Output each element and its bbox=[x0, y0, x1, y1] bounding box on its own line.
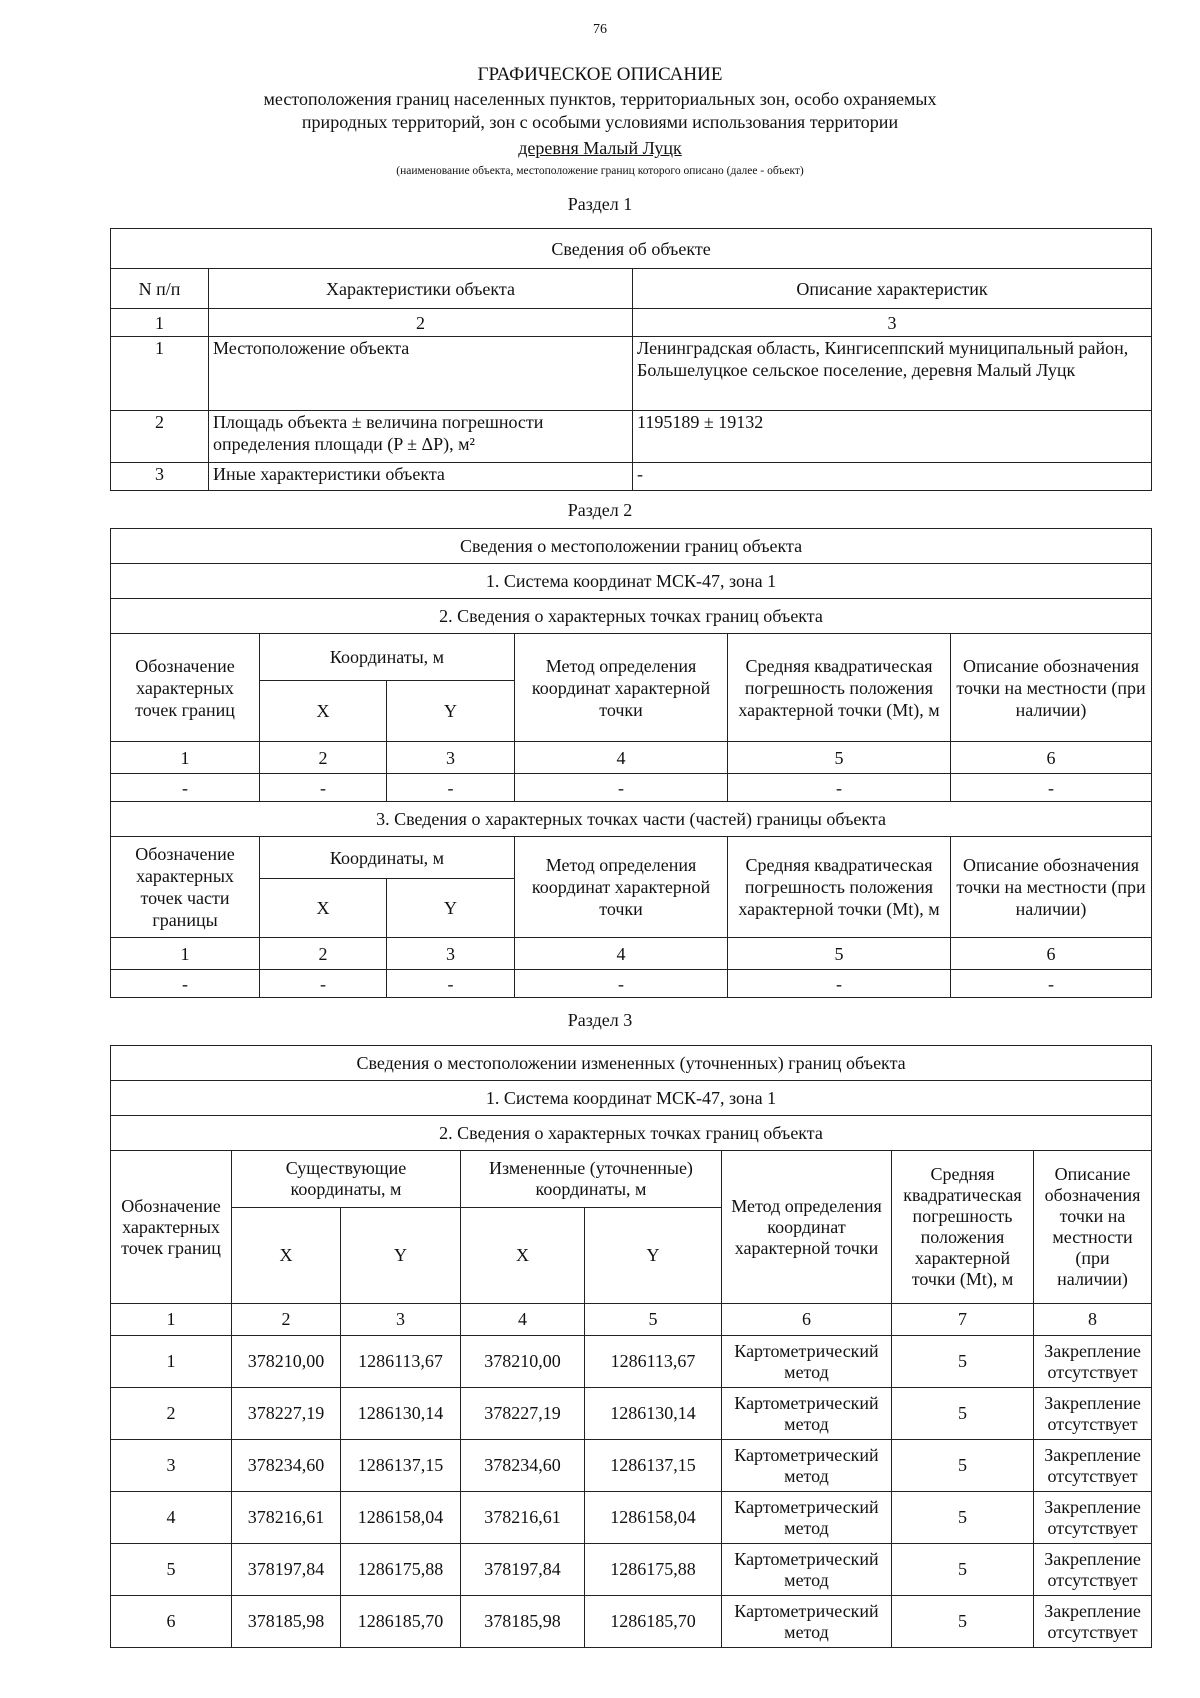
empty-cell: - bbox=[515, 970, 728, 998]
point-description: Закрепление отсутствует bbox=[1034, 1544, 1152, 1596]
changed-x: 378234,60 bbox=[461, 1440, 585, 1492]
col-header-designation: Обозначение характерных точек границ bbox=[111, 634, 260, 742]
accuracy: 5 bbox=[892, 1544, 1034, 1596]
col-header-accuracy: Средняя квадратическая погрешность положения характерной точки (Mt), м bbox=[728, 634, 951, 742]
row-characteristic: Местоположение объекта bbox=[209, 337, 633, 411]
col-header-x: X bbox=[260, 681, 387, 742]
point-description: Закрепление отсутствует bbox=[1034, 1492, 1152, 1544]
col-number: 2 bbox=[260, 742, 387, 774]
point-number: 2 bbox=[111, 1388, 232, 1440]
table-title-row bbox=[111, 229, 1152, 269]
col-number: 4 bbox=[515, 742, 728, 774]
existing-x: 378216,61 bbox=[232, 1492, 341, 1544]
row-number: 3 bbox=[111, 463, 209, 491]
point-number: 4 bbox=[111, 1492, 232, 1544]
col-header-method: Метод определения координат характерной точки bbox=[515, 634, 728, 742]
col-header-description: Описание обозначения точки на местности (при наличии) bbox=[951, 837, 1152, 938]
changed-x: 378216,61 bbox=[461, 1492, 585, 1544]
col-number: 3 bbox=[387, 742, 515, 774]
col-number-row bbox=[111, 309, 1152, 337]
table-row bbox=[111, 1440, 1152, 1492]
col-header-y: Y bbox=[387, 879, 515, 938]
existing-y: 1286130,14 bbox=[341, 1388, 461, 1440]
method: Картометрический метод bbox=[722, 1596, 892, 1648]
page-number: 76 bbox=[593, 22, 607, 37]
table-row bbox=[111, 463, 1152, 491]
coordinate-system: 1. Система координат МСК-47, зона 1 bbox=[111, 564, 1152, 599]
col-number: 8 bbox=[1034, 1304, 1152, 1336]
empty-cell: - bbox=[728, 970, 951, 998]
col-header-accuracy: Средняя квадратическая погрешность положения характерной точки (Mt), м bbox=[728, 837, 951, 938]
empty-cell: - bbox=[515, 774, 728, 802]
col-header-x: X bbox=[461, 1208, 585, 1304]
row-description: - bbox=[633, 463, 1152, 491]
col-number: 5 bbox=[728, 742, 951, 774]
table-title: Сведения о местоположении границ объекта bbox=[111, 529, 1152, 564]
col-header-coords: Координаты, м bbox=[260, 837, 515, 879]
header-row bbox=[111, 269, 1152, 309]
accuracy: 5 bbox=[892, 1596, 1034, 1648]
col-header: N п/п bbox=[111, 269, 209, 309]
empty-cell: - bbox=[111, 774, 260, 802]
col-number: 3 bbox=[341, 1304, 461, 1336]
row-characteristic: Площадь объекта ± величина погрешности определения площади (P ± ΔP), м² bbox=[209, 411, 633, 463]
empty-cell: - bbox=[387, 970, 515, 998]
col-number: 5 bbox=[585, 1304, 722, 1336]
section-1-table bbox=[110, 228, 1152, 491]
col-header-method: Метод определения координат характерной точки bbox=[722, 1151, 892, 1304]
changed-x: 378210,00 bbox=[461, 1336, 585, 1388]
table-row bbox=[111, 1388, 1152, 1440]
section-3-table bbox=[110, 1045, 1152, 1648]
accuracy: 5 bbox=[892, 1440, 1034, 1492]
existing-y: 1286137,15 bbox=[341, 1440, 461, 1492]
col-number: 2 bbox=[232, 1304, 341, 1336]
method: Картометрический метод bbox=[722, 1388, 892, 1440]
method: Картометрический метод bbox=[722, 1336, 892, 1388]
changed-y: 1286185,70 bbox=[585, 1596, 722, 1648]
subtitle-line-1: местоположения границ населенных пунктов, территориальных зон, особо охраняемых bbox=[263, 89, 937, 109]
existing-x: 378185,98 bbox=[232, 1596, 341, 1648]
existing-y: 1286175,88 bbox=[341, 1544, 461, 1596]
subtitle-line-2: природных территорий, зон с особыми условиями использования территории bbox=[301, 112, 899, 132]
table-title: Сведения об объекте bbox=[111, 229, 1152, 269]
accuracy: 5 bbox=[892, 1336, 1034, 1388]
point-number: 1 bbox=[111, 1336, 232, 1388]
col-number: 4 bbox=[515, 938, 728, 970]
col-number: 5 bbox=[728, 938, 951, 970]
table-row bbox=[111, 1596, 1152, 1648]
col-header-changed: Измененные (уточненные) координаты, м bbox=[461, 1151, 722, 1208]
col-number: 6 bbox=[951, 938, 1152, 970]
object-name-text: деревня Малый Луцк bbox=[518, 138, 682, 158]
point-description: Закрепление отсутствует bbox=[1034, 1596, 1152, 1648]
col-number: 1 bbox=[111, 309, 209, 337]
col-header-y: Y bbox=[585, 1208, 722, 1304]
col-number: 1 bbox=[111, 1304, 232, 1336]
col-header-designation: Обозначение характерных точек границ bbox=[111, 1151, 232, 1304]
point-description: Закрепление отсутствует bbox=[1034, 1388, 1152, 1440]
empty-cell: - bbox=[728, 774, 951, 802]
col-number: 6 bbox=[722, 1304, 892, 1336]
point-number: 3 bbox=[111, 1440, 232, 1492]
document-title: ГРАФИЧЕСКОЕ ОПИСАНИЕ bbox=[477, 64, 723, 85]
method: Картометрический метод bbox=[722, 1492, 892, 1544]
method: Картометрический метод bbox=[722, 1544, 892, 1596]
table-row bbox=[111, 1336, 1152, 1388]
coordinate-system: 1. Система координат МСК-47, зона 1 bbox=[111, 1081, 1152, 1116]
col-header-x: X bbox=[260, 879, 387, 938]
col-header: Описание характеристик bbox=[633, 269, 1152, 309]
col-number: 2 bbox=[260, 938, 387, 970]
section-2-label: Раздел 2 bbox=[567, 500, 633, 520]
existing-x: 378234,60 bbox=[232, 1440, 341, 1492]
empty-cell: - bbox=[260, 774, 387, 802]
changed-y: 1286130,14 bbox=[585, 1388, 722, 1440]
row-number: 1 bbox=[111, 337, 209, 411]
col-header-existing: Существующие координаты, м bbox=[232, 1151, 461, 1208]
col-header-description: Описание обозначения точки на местности (при наличии) bbox=[951, 634, 1152, 742]
empty-cell: - bbox=[111, 970, 260, 998]
changed-y: 1286137,15 bbox=[585, 1440, 722, 1492]
changed-x: 378227,19 bbox=[461, 1388, 585, 1440]
section-1-label: Раздел 1 bbox=[567, 194, 633, 214]
changed-y: 1286113,67 bbox=[585, 1336, 722, 1388]
table-row bbox=[111, 970, 1152, 998]
changed-y: 1286175,88 bbox=[585, 1544, 722, 1596]
col-number: 3 bbox=[387, 938, 515, 970]
accuracy: 5 bbox=[892, 1388, 1034, 1440]
table-title: Сведения о местоположении измененных (уточненных) границ объекта bbox=[111, 1046, 1152, 1081]
existing-x: 378197,84 bbox=[232, 1544, 341, 1596]
changed-x: 378197,84 bbox=[461, 1544, 585, 1596]
col-number: 2 bbox=[209, 309, 633, 337]
point-number: 5 bbox=[111, 1544, 232, 1596]
section-3-label: Раздел 3 bbox=[567, 1010, 633, 1030]
empty-cell: - bbox=[951, 774, 1152, 802]
col-number: 6 bbox=[951, 742, 1152, 774]
col-header: Характеристики объекта bbox=[209, 269, 633, 309]
col-header-y: Y bbox=[387, 681, 515, 742]
table-row bbox=[111, 337, 1152, 411]
part-2-title: 2. Сведения о характерных точках границ объекта bbox=[111, 599, 1152, 634]
point-description: Закрепление отсутствует bbox=[1034, 1336, 1152, 1388]
col-header-designation: Обозначение характерных точек части границы bbox=[111, 837, 260, 938]
changed-y: 1286158,04 bbox=[585, 1492, 722, 1544]
empty-cell: - bbox=[260, 970, 387, 998]
changed-x: 378185,98 bbox=[461, 1596, 585, 1648]
table-row bbox=[111, 411, 1152, 463]
col-number: 1 bbox=[111, 938, 260, 970]
table-row bbox=[111, 1492, 1152, 1544]
row-number: 2 bbox=[111, 411, 209, 463]
existing-y: 1286113,67 bbox=[341, 1336, 461, 1388]
col-header-description: Описание обозначения точки на местности (при наличии) bbox=[1034, 1151, 1152, 1304]
existing-y: 1286185,70 bbox=[341, 1596, 461, 1648]
table-row bbox=[111, 1544, 1152, 1596]
document-subtitle bbox=[0, 88, 1200, 134]
accuracy: 5 bbox=[892, 1492, 1034, 1544]
point-number: 6 bbox=[111, 1596, 232, 1648]
row-description: Ленинградская область, Кингисеппский муниципальный район, Большелуцкое сельское поселение, деревня Малый Луцк bbox=[633, 337, 1152, 411]
col-header-accuracy: Средняя квадратическая погрешность положения характерной точки (Mt), м bbox=[892, 1151, 1034, 1304]
col-header-x: X bbox=[232, 1208, 341, 1304]
col-header-coords: Координаты, м bbox=[260, 634, 515, 681]
object-name bbox=[0, 138, 1200, 159]
col-header-y: Y bbox=[341, 1208, 461, 1304]
existing-x: 378227,19 bbox=[232, 1388, 341, 1440]
col-number: 7 bbox=[892, 1304, 1034, 1336]
object-note: (наименование объекта, местоположение границ которого описано (далее - объект) bbox=[396, 165, 804, 177]
existing-y: 1286158,04 bbox=[341, 1492, 461, 1544]
row-description: 1195189 ± 19132 bbox=[633, 411, 1152, 463]
part-2-title: 2. Сведения о характерных точках границ объекта bbox=[111, 1116, 1152, 1151]
empty-cell: - bbox=[387, 774, 515, 802]
method: Картометрический метод bbox=[722, 1440, 892, 1492]
point-description: Закрепление отсутствует bbox=[1034, 1440, 1152, 1492]
existing-x: 378210,00 bbox=[232, 1336, 341, 1388]
col-number: 1 bbox=[111, 742, 260, 774]
section-2-table bbox=[110, 528, 1152, 998]
part-3-title: 3. Сведения о характерных точках части (частей) границы объекта bbox=[111, 802, 1152, 837]
col-number: 3 bbox=[633, 309, 1152, 337]
col-number: 4 bbox=[461, 1304, 585, 1336]
row-characteristic: Иные характеристики объекта bbox=[209, 463, 633, 491]
empty-cell: - bbox=[951, 970, 1152, 998]
table-row bbox=[111, 774, 1152, 802]
col-header-method: Метод определения координат характерной точки bbox=[515, 837, 728, 938]
